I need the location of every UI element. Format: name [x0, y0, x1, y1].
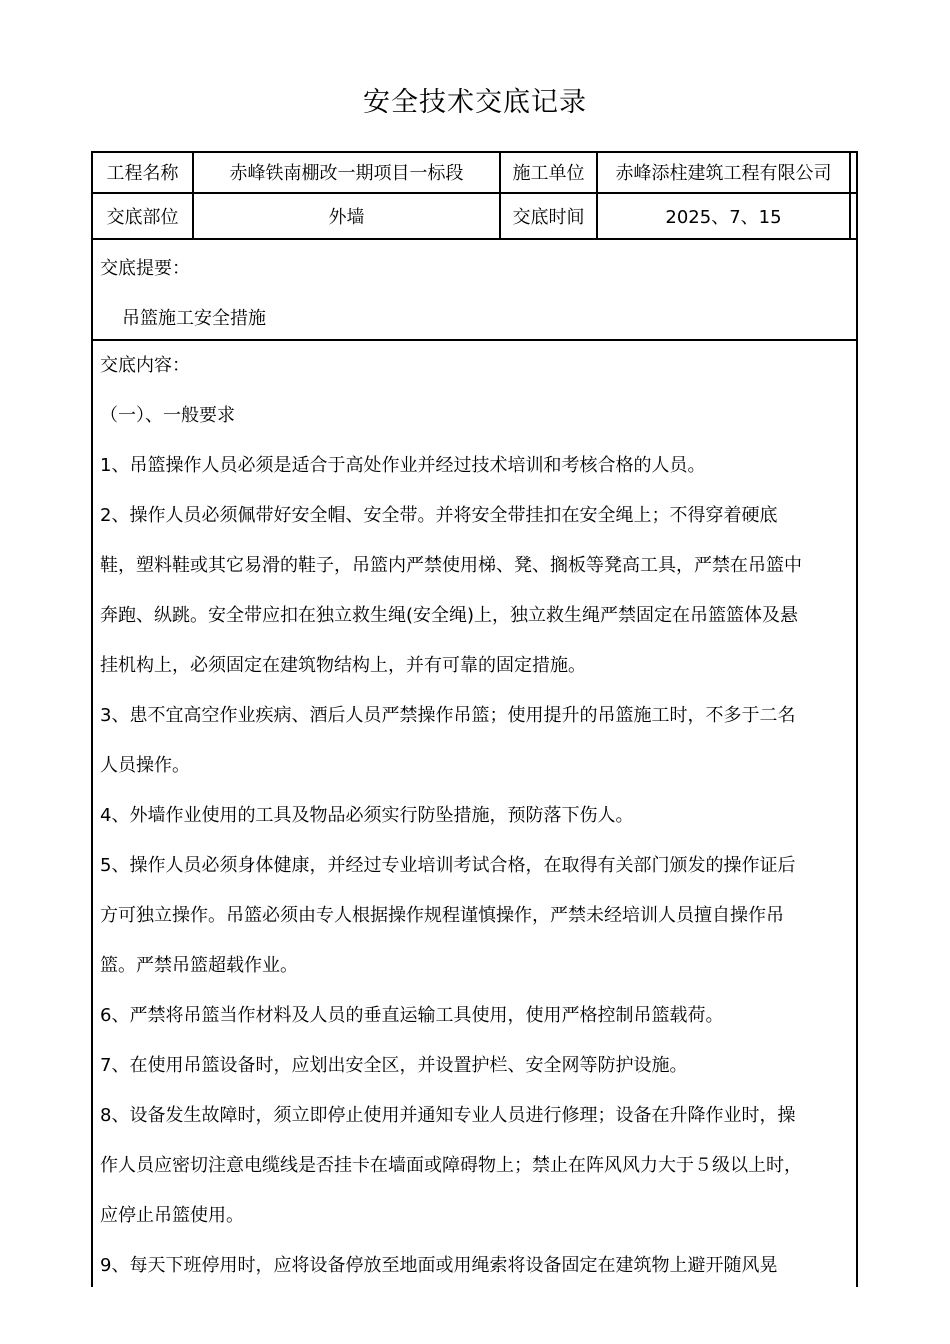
content-line: 方可独立操作。吊篮必须由专人根据操作规程谨慎操作，严禁未经培训人员擅自操作吊	[100, 905, 784, 926]
content-line: 5、操作人员必须身体健康，并经过专业培训考试合格，在取得有关部门颁发的操作证后	[100, 855, 796, 876]
content-line: 人员操作。	[100, 755, 190, 776]
content-label: 交底内容：	[100, 355, 190, 376]
construction-unit-value: 赤峰添柱建筑工程有限公司	[615, 162, 832, 184]
content-line: 8、设备发生故障时，须立即停止使用并通知专业人员进行修理；设备在升降作业时，操	[100, 1105, 796, 1126]
content-line: 1、吊篮操作人员必须是适合于高处作业并经过技术培训和考核合格的人员。	[100, 455, 706, 476]
content-line: 2、操作人员必须佩带好安全帽、安全带。并将安全带挂扣在安全绳上；不得穿着硬底	[100, 505, 778, 526]
row-divider	[91, 238, 858, 240]
project-name-label: 工程名称	[106, 162, 179, 184]
part-value: 外墙	[328, 207, 365, 228]
construction-unit-label: 施工单位	[512, 162, 585, 184]
content-line: 4、外墙作业使用的工具及物品必须实行防坠措施，预防落下伤人。	[100, 805, 634, 826]
part-label: 交底部位	[106, 207, 179, 228]
content-line: 鞋，塑料鞋或其它易滑的鞋子，吊篮内严禁使用梯、凳、搁板等凳高工具，严禁在吊篮中	[100, 555, 802, 576]
content-line: 9、每天下班停用时，应将设备停放至地面或用绳索将设备固定在建筑物上避开随风晃	[100, 1255, 778, 1276]
project-name-value: 赤峰铁南棚改一期项目一标段	[229, 162, 464, 184]
content-line: 6、严禁将吊篮当作材料及人员的垂直运输工具使用，使用严格控制吊篮载荷。	[100, 1005, 724, 1026]
time-label: 交底时间	[512, 207, 585, 228]
content-line: 挂机构上，必须固定在建筑物结构上，并有可靠的固定措施。	[100, 655, 586, 676]
row-divider	[91, 339, 858, 341]
col-divider	[849, 151, 851, 239]
content-line: 奔跑、纵跳。安全带应扣在独立救生绳(安全绳)上，独立救生绳严禁固定在吊篮篮体及悬	[100, 605, 799, 626]
content-line: 应停止吊篮使用。	[100, 1205, 244, 1226]
content-line: 3、患不宜高空作业疾病、酒后人员严禁操作吊篮；使用提升的吊篮施工时，不多于二名	[100, 705, 796, 726]
content-line: 7、在使用吊篮设备时，应划出安全区，并设置护栏、安全网等防护设施。	[100, 1055, 688, 1076]
time-value: 2025、7、15	[665, 207, 782, 228]
content-line: （一）、一般要求	[100, 405, 235, 426]
page-title: 安全技术交底记录	[363, 87, 587, 118]
summary-text: 吊篮施工安全措施	[122, 308, 266, 329]
content-line: 作人员应密切注意电缆线是否挂卡在墙面或障碍物上；禁止在阵风风力大于５级以上时，	[100, 1155, 802, 1176]
content-line: 篮。严禁吊篮超载作业。	[100, 955, 298, 976]
summary-label: 交底提要：	[100, 258, 190, 279]
